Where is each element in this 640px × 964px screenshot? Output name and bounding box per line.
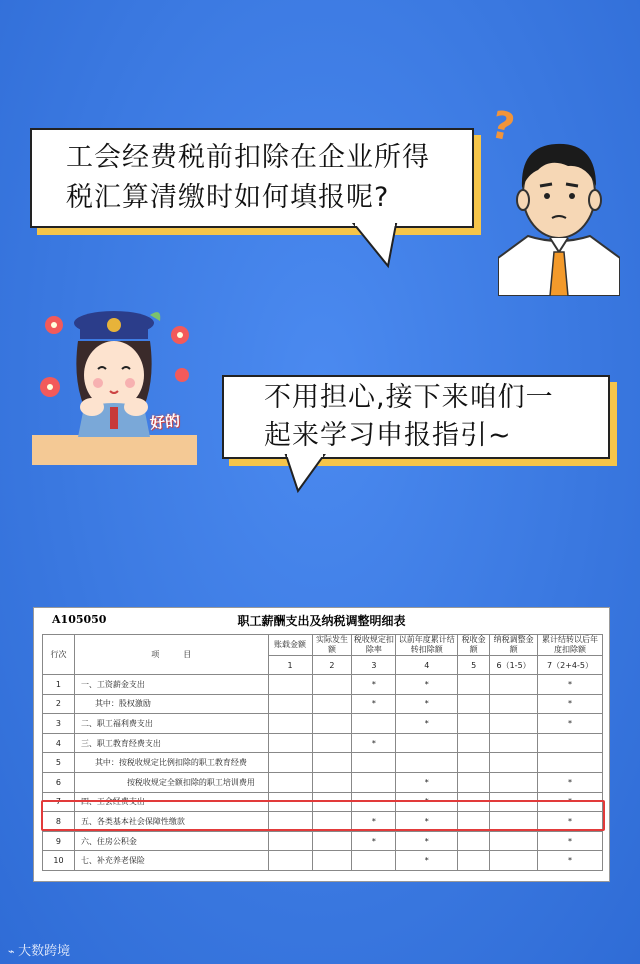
line-number: 5: [43, 753, 75, 773]
cell-mark: [268, 851, 312, 871]
cell-mark: *: [352, 694, 396, 714]
logo-icon: ⌁: [8, 945, 19, 958]
line-number: 6: [43, 772, 75, 792]
item-label: 一、工资薪金支出: [74, 675, 268, 695]
cell-mark: *: [352, 812, 396, 832]
highlight-union-fee-row: [41, 800, 605, 831]
cell-mark: *: [396, 812, 458, 832]
cell-mark: *: [396, 772, 458, 792]
cell-mark: *: [396, 831, 458, 851]
form-code: A105050: [52, 613, 107, 626]
cell-mark: *: [396, 792, 458, 812]
line-number: 7: [43, 792, 75, 812]
officer-illustration: [32, 295, 197, 465]
line-number: 10: [43, 851, 75, 871]
cell-mark: *: [538, 675, 603, 695]
cell-mark: [490, 753, 538, 773]
question-line-1: 工会经费税前扣除在企业所得: [66, 142, 430, 173]
line-number: 1: [43, 675, 75, 695]
header-deduction-rate: 税收规定扣除率: [353, 635, 394, 654]
cell-mark: *: [396, 851, 458, 871]
cell-mark: *: [396, 694, 458, 714]
bubble-tail: [350, 222, 410, 270]
cell-mark: *: [396, 714, 458, 734]
cell-mark: [458, 694, 490, 714]
cell-mark: *: [538, 851, 603, 871]
cell-mark: [458, 733, 490, 753]
cell-mark: [312, 733, 352, 753]
cell-mark: *: [352, 675, 396, 695]
cell-mark: [490, 675, 538, 695]
bubble-tail: [284, 453, 332, 495]
cell-mark: [268, 733, 312, 753]
tax-officer-sticker: [32, 295, 197, 465]
cell-mark: [268, 831, 312, 851]
item-label: 四、工会经费支出: [74, 792, 268, 812]
header-prior-carryover: 以前年度累计结转扣除额: [396, 635, 458, 656]
col-number: 6（1-5）: [490, 656, 538, 675]
cell-mark: *: [396, 675, 458, 695]
item-label: 五、各类基本社会保障性缴款: [74, 812, 268, 832]
cell-mark: [490, 694, 538, 714]
cell-mark: [538, 733, 603, 753]
cell-mark: *: [352, 733, 396, 753]
line-number: 3: [43, 714, 75, 734]
item-label: 按税收规定全额扣除的职工培训费用: [74, 772, 268, 792]
col-number: 5: [458, 656, 490, 675]
cell-mark: [312, 675, 352, 695]
table-row: [43, 753, 603, 773]
cell-mark: [490, 851, 538, 871]
tax-form-image: [33, 607, 610, 882]
watermark-text: 大数跨境: [18, 944, 71, 959]
cell-mark: *: [538, 772, 603, 792]
col-number: 3: [352, 656, 396, 675]
line-number: 9: [43, 831, 75, 851]
answer-line-2: 起来学习申报指引~: [264, 420, 512, 451]
form-title: 职工薪酬支出及纳税调整明细表: [237, 614, 406, 628]
item-label: 二、职工福利费支出: [74, 714, 268, 734]
line-number: 4: [43, 733, 75, 753]
cell-mark: *: [538, 792, 603, 812]
header-line-no: 行次: [43, 635, 75, 675]
item-label: 七、补充养老保险: [74, 851, 268, 871]
cell-mark: [352, 753, 396, 773]
item-label: 其中：按税收规定比例扣除的职工教育经费: [74, 753, 268, 773]
cell-mark: [312, 772, 352, 792]
col-number: 2: [312, 656, 352, 675]
form-table: [42, 634, 603, 871]
cell-mark: [352, 714, 396, 734]
cell-mark: [458, 831, 490, 851]
sticker-text: 好的: [149, 411, 181, 433]
header-future-carryover: 累计结转以后年度扣除额: [538, 635, 603, 656]
item-label: 其中：股权激励: [74, 694, 268, 714]
cell-mark: [312, 714, 352, 734]
answer-line-1: 不用担心,接下来咱们一: [264, 382, 554, 413]
cell-mark: *: [538, 694, 603, 714]
cell-mark: *: [538, 812, 603, 832]
cell-mark: [268, 753, 312, 773]
table-row: [43, 714, 603, 734]
man-avatar: [498, 128, 620, 296]
cell-mark: [312, 753, 352, 773]
cell-mark: [490, 772, 538, 792]
table-row: [43, 831, 603, 851]
header-actual-amount: 实际发生额: [312, 635, 352, 656]
cell-mark: [268, 714, 312, 734]
cell-mark: [490, 733, 538, 753]
question-mark-icon: ?: [487, 102, 519, 150]
cell-mark: [312, 694, 352, 714]
cell-mark: [458, 675, 490, 695]
cell-mark: [538, 753, 603, 773]
item-label: 三、职工教育经费支出: [74, 733, 268, 753]
item-label: 六、住房公积金: [74, 831, 268, 851]
cell-mark: [268, 772, 312, 792]
answer-speech-bubble: [222, 375, 610, 459]
cell-mark: [396, 753, 458, 773]
table-row: [43, 772, 603, 792]
header-book-amount: 账载金额: [268, 635, 312, 656]
line-number: 2: [43, 694, 75, 714]
col-number: 1: [268, 656, 312, 675]
cell-mark: [396, 733, 458, 753]
cell-mark: [352, 772, 396, 792]
question-speech-bubble: [30, 128, 474, 228]
cell-mark: [268, 675, 312, 695]
table-row: [43, 851, 603, 871]
question-line-2: 税汇算清缴时如何填报呢?: [66, 182, 390, 213]
cell-mark: [458, 851, 490, 871]
header-adjustment: 纳税调整金额: [490, 635, 538, 656]
line-number: 8: [43, 812, 75, 832]
header-tax-amount: 税收金额: [458, 635, 490, 656]
cell-mark: [490, 831, 538, 851]
cell-mark: [312, 851, 352, 871]
cell-mark: [458, 753, 490, 773]
cell-mark: [352, 851, 396, 871]
cell-mark: *: [352, 831, 396, 851]
cell-mark: *: [538, 831, 603, 851]
header-item: 项 目: [74, 635, 268, 675]
cell-mark: [268, 694, 312, 714]
table-row: [43, 733, 603, 753]
watermark: [8, 940, 70, 959]
cell-mark: [490, 714, 538, 734]
table-row: [43, 675, 603, 695]
cell-mark: [458, 772, 490, 792]
col-number: 7（2+4-5）: [538, 656, 603, 675]
table-row: [43, 694, 603, 714]
cell-mark: *: [538, 714, 603, 734]
col-number: 4: [396, 656, 458, 675]
cell-mark: [458, 714, 490, 734]
cell-mark: [312, 831, 352, 851]
